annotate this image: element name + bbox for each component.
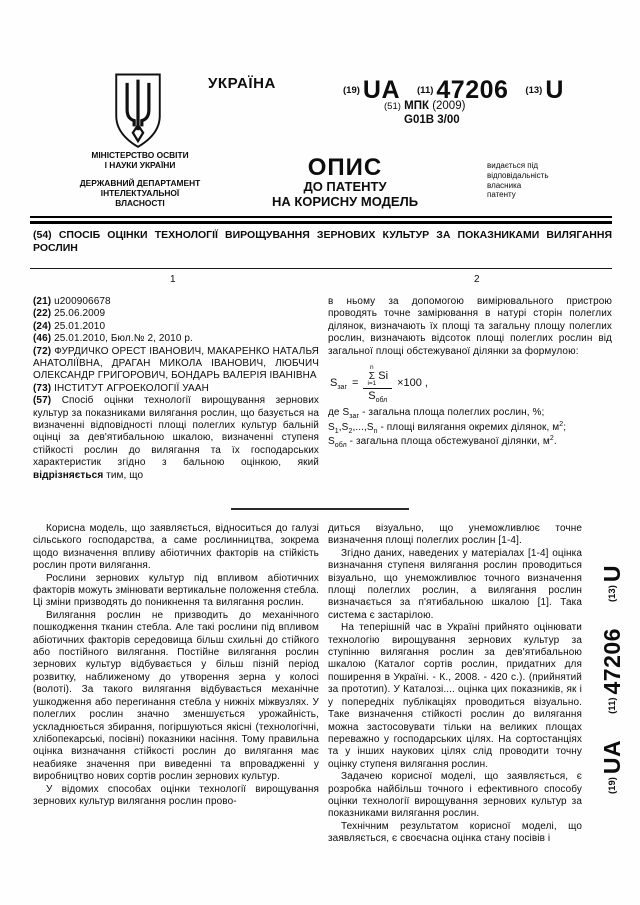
bib-value: u200906678 [54, 296, 111, 307]
bib-value: 25.06.2009 [54, 308, 106, 320]
ipc-name: МПК [404, 100, 429, 112]
application-number [33, 296, 319, 308]
publication-date [33, 333, 319, 345]
document-type-title [258, 156, 432, 209]
bib-code: (21) [33, 296, 52, 307]
title-code: (54) [33, 229, 52, 241]
description-column-right [328, 523, 582, 846]
formula-fraction [363, 364, 392, 405]
def-text: де S [328, 407, 350, 419]
code-19-label: (19) [606, 777, 618, 794]
def-superscript: 2 [559, 420, 564, 428]
bib-value: ІНСТИТУТ АГРОЕКОЛОГІЇ УААН [54, 382, 209, 394]
def-text: ,...,S [352, 421, 374, 433]
formula-lhs-subscript: заг [337, 384, 347, 392]
bib-value: 25.01.2010 [54, 320, 106, 332]
bib-value: 25.01.2010, Бюл.№ 2, 2010 р. [54, 333, 193, 345]
title-text: СПОСІБ ОЦІНКИ ТЕХНОЛОГІЇ ВИРОЩУВАННЯ ЗЕРНОВИХ КУЛЬТУР ЗА ПОКАЗНИКАМИ ВИЛЯГАННЯ РОСЛИН [33, 229, 613, 254]
code-19-value: UA [362, 76, 401, 104]
def-text: - площі вилягання окремих ділянок, м [377, 421, 560, 433]
def-subscript: n [373, 427, 378, 435]
disclaimer-line: патенту [487, 190, 516, 200]
description-paragraph: Технічним результатом корисної моделі, що заявляється, є своєчасна оцінка стану посівів і [328, 820, 582, 845]
lodging-area-formula [330, 364, 612, 405]
code-11-value: 47206 [598, 628, 625, 695]
description-paragraph: Корисна модель, що заявляється, відноситься до галузі сільського господарства, а саме рослинництва, зокрема щодо визначення впливу абіотичних факторів на стійкість рослин проти вилягання. [33, 523, 319, 572]
description-paragraph: диться візуально, що унеможливлює точне визначення площі полеглих рослин [1-4]. [328, 523, 582, 547]
def-subscript: обл [334, 441, 347, 449]
def-subscript: 2 [348, 427, 353, 435]
disclaimer-line: видається під [487, 161, 539, 170]
doc-type-main: ОПИС [307, 154, 383, 181]
formula-definition [328, 422, 612, 434]
column-number-left: 1 [170, 274, 176, 285]
patent-owner [33, 383, 319, 395]
code-13-label: (13) [606, 585, 618, 603]
formula-equals: = [352, 377, 359, 390]
country-name: УКРАЇНА [207, 75, 276, 92]
bib-code: (46) [33, 333, 52, 345]
section-divider [231, 508, 409, 510]
def-superscript: 2 [549, 434, 554, 442]
liability-disclaimer [487, 161, 548, 200]
formula-numerator [363, 365, 392, 389]
formula-den-subscript: обл [375, 397, 388, 405]
disclaimer-line: відповідальність [487, 170, 549, 180]
code-13-value: U [598, 564, 625, 583]
formula-lhs [330, 377, 347, 392]
disclaimer-line: власника [487, 180, 522, 190]
def-subscript: заг [349, 413, 360, 421]
ipc-class-code: G01B 3/00 [404, 114, 460, 126]
code-13-label: (13) [525, 85, 543, 96]
doc-type-sub: ДО ПАТЕНТУ [303, 179, 387, 194]
description-paragraph: У відомих способах оцінки технології вирощування зернових культур вилягання рослин прово- [33, 783, 319, 807]
def-text: ; [563, 421, 567, 433]
bib-code: (22) [33, 308, 52, 320]
def-text: ,S [338, 421, 349, 433]
claim-continuation [328, 296, 612, 448]
summation-symbol [367, 365, 376, 387]
columns-rule [30, 268, 612, 269]
description-paragraph: Рослини зернових культур під впливом абіотичних факторів можуть змінювати вертикальне положення стебла. Ці зміни призводять до поникнення та вилягання рослин. [33, 572, 319, 609]
description-paragraph: Вилягання рослин не призводить до механічного пошкодження тканин стебла. Але такі рослини під впливом абіотичних факторів середовища більш схильні до стійкого або постійного вилягання. Постійне вилягання рослин зернових культур відбувається у більш пізній період розвитку, наближеному до утворення зерна у колосі (волоті). За такого вилягання відбувається механічне ушкодження або перегинання стебла у нижніх міжвузлях. У полеглих рослин значно зменшується урожайність, ускладнюється збирання, погіршуються якісні (технологічні, хлібопекарські, посівні) показники насіння. Тому правильна оцінка визначання стійкості рослин до вилягання має неабияке значення при виведенні та впровадженні у виробництво нових сортів рослин зернових культур. [33, 609, 319, 783]
sum-sigma: Σ [368, 370, 375, 382]
description-paragraph: Задачею корисної моделі, що заявляється, є розробка найбільш точного і ефективного способу оцінки технології вирощування зернових культур за показниками вилягання рослин. [328, 771, 582, 820]
abstract-distinguishing-word: відрізняється [33, 469, 104, 481]
sum-upper-limit: n [370, 364, 374, 372]
code-11-label: (11) [417, 85, 434, 96]
ministry-name [65, 150, 215, 170]
bib-code: (72) [33, 345, 52, 357]
filing-date [33, 308, 319, 320]
bib-code: (73) [33, 382, 52, 394]
def-text: S [328, 435, 335, 447]
abstract [33, 395, 319, 482]
formula-multiplier: ×100 , [397, 377, 428, 390]
description-paragraph: На теперішній час в Україні прийнято оцінювати технологію вирощування зернових культур за ступінню вилягання рослин за дев'ятибальною шкалою (Каталог сортів рослин, придатних для поширення в Україні. - К., 2008. - 420 с.). (прийнятий за прототип). У Каталозі.... оцінка цих показників, як і у попередніх публікаціях проводиться візуально. Таке визначення стійкості рослин до вилягання можна застосовувати тільки на великих площах переважно у господарських цілях. На сортостанціях та у інших наукових цілях слід проводити точну оцінку ступеня вилягання рослин. [328, 622, 582, 770]
code-19-label: (19) [343, 85, 360, 96]
invention-title [33, 229, 612, 255]
column-number-right: 2 [474, 274, 480, 285]
code-13-value: U [545, 76, 564, 104]
claim-intro: в ньому за допомогою вимірювального пристрою проводять точне замірювання в натурі сторін полеглих ділянок, визначають їх площі та загальну площу полеглих рослин, визначають відсоток площі полеглих рослин від загальної площі обстежуваної ділянки за формулою: [328, 296, 612, 357]
bib-code: (24) [33, 320, 52, 332]
abstract-text: тим, що [103, 469, 144, 481]
abstract-code: (57) [33, 395, 52, 407]
header-rule-thin [30, 216, 612, 218]
ipc-year: (2009) [432, 100, 466, 112]
formula-definition [328, 436, 612, 448]
inventors [33, 346, 319, 383]
def-text: - загальна площа обстежуваної ділянки, м [346, 435, 550, 447]
code-11-value: 47206 [436, 76, 509, 104]
bib-value: ФУРДИЧКО ОРЕСТ ІВАНОВИЧ, МАКАРЕНКО НАТАЛЬЯ АНАТОЛІЇВНА, ДРАГАН МИКОЛА ІВАНОВИЧ, ЛЮБЧИЧ ОЛЕКСАНДР ГРИГОРОВИЧ, БОНДАРЬ ВАЛЕРІЯ ІВАНІВНА [33, 345, 319, 382]
bibliographic-data [33, 296, 319, 482]
vertical-publication-codes [591, 494, 633, 794]
sum-lower-limit: i=1 [367, 379, 377, 387]
code-kind-vertical [599, 565, 626, 602]
department-name [65, 178, 215, 208]
formula-numerator-var: Si [378, 369, 389, 382]
ministry-line: І НАУКИ УКРАЇНИ [104, 160, 176, 170]
formula-lhs-base: S [330, 377, 338, 390]
description-column-left [33, 523, 319, 808]
code-19-value: UA [598, 739, 625, 775]
abstract-text: Спосіб оцінки технології вирощування зернових культур за показниками вилягання рослин, що базується на визначенні відповідності площі полеглих культур бальній оцінці за дев'ятибальною шкалою, визначенні ступеня стійкості рослин до вилягання та їх господарських характеристик згідно з бальною оцінкою, який [33, 395, 319, 469]
def-subscript: 1 [334, 427, 339, 435]
description-paragraph: Згідно даних, наведених у матеріалах [1-4] оцінка визначання ступеня вилягання рослин проводиться візуально, що унеможливлює точного визначення площі полеглих рослин, а вилягання рослин визначається за п'ятибальною шкалою [1]. Така система є застарілою. [328, 547, 582, 621]
code-kind [525, 76, 563, 105]
formula-den-base: S [368, 390, 376, 403]
ipc-code-label: (51) [384, 101, 401, 112]
header-rule-thick [30, 221, 612, 224]
def-text: . [553, 435, 557, 447]
code-publication-number-vertical [599, 628, 626, 714]
department-line: ІНТЕЛЕКТУАЛЬНОЇ [100, 188, 180, 198]
department-line: ВЛАСНОСТІ [115, 198, 165, 208]
formula-definition [328, 407, 612, 419]
doc-type-sub: НА КОРИСНУ МОДЕЛЬ [271, 193, 419, 209]
ukraine-trident-emblem [106, 72, 170, 150]
ipc-classification [384, 100, 465, 112]
def-text: S [328, 421, 335, 433]
code-11-label: (11) [606, 697, 618, 714]
effective-date [33, 321, 319, 333]
def-text: - загальна площа полеглих рослин, %; [359, 407, 545, 419]
department-line: ДЕРЖАВНИЙ ДЕПАРТАМЕНТ [79, 178, 201, 188]
code-country-vertical [599, 740, 626, 794]
ministry-line: МІНІСТЕРСТВО ОСВІТИ [91, 150, 189, 160]
formula-denominator [368, 389, 388, 405]
